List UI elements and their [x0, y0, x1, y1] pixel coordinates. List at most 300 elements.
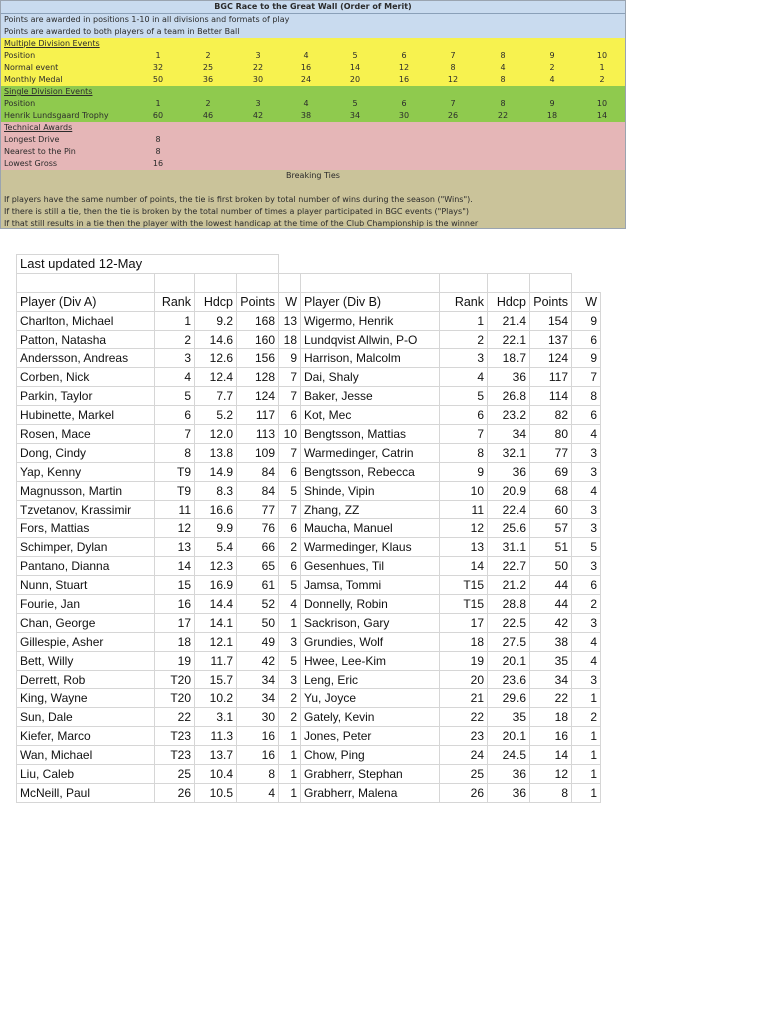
stat-cell: 57 — [530, 519, 572, 538]
player-name: Corben, Nick — [17, 368, 155, 387]
rules-cell: 9 — [549, 99, 555, 108]
stat-cell: 1 — [279, 765, 301, 784]
stat-cell: 124 — [237, 387, 279, 406]
stat-cell: 4 — [572, 651, 601, 670]
ties-rule: If there is still a tie, then the tie is broken by the total number of times a player participated in BGC events ("Plays") — [4, 207, 470, 216]
player-name: Kot, Mec — [301, 406, 440, 425]
stat-cell: 6 — [572, 330, 601, 349]
rules-row-label: Nearest to the Pin — [4, 147, 76, 156]
rules-cell: 25 — [202, 63, 214, 72]
player-name: Harrison, Malcolm — [301, 349, 440, 368]
rules-cell: 18 — [546, 111, 558, 120]
stat-cell: 26 — [440, 783, 488, 802]
stat-cell: T23 — [155, 746, 195, 765]
player-name: Yap, Kenny — [17, 462, 155, 481]
stat-cell: 31.1 — [488, 538, 530, 557]
col-header: Hdcp — [488, 292, 530, 311]
stat-cell: 80 — [530, 425, 572, 444]
stat-cell: 23.6 — [488, 670, 530, 689]
stat-cell: 3 — [572, 613, 601, 632]
stat-cell: 9.9 — [195, 519, 237, 538]
stat-cell: 15.7 — [195, 670, 237, 689]
stat-cell: 12 — [530, 765, 572, 784]
rules-cell: 12 — [398, 63, 410, 72]
rules-cell: 16 — [398, 75, 410, 84]
stat-cell: 4 — [572, 425, 601, 444]
stat-cell: 36 — [488, 462, 530, 481]
stat-cell: 35 — [530, 651, 572, 670]
rules-cell: 12 — [447, 75, 459, 84]
rules-cell: 38 — [300, 111, 312, 120]
rules-cell: 14 — [596, 111, 608, 120]
player-name: Fors, Mattias — [17, 519, 155, 538]
stat-cell: 26 — [155, 783, 195, 802]
stat-cell: 18.7 — [488, 349, 530, 368]
col-header: Rank — [440, 292, 488, 311]
table-row — [17, 708, 601, 727]
rules-cell: 36 — [202, 75, 214, 84]
stat-cell: 6 — [279, 462, 301, 481]
stat-cell: 25 — [155, 765, 195, 784]
stat-cell: 16 — [530, 727, 572, 746]
rules-cell: 30 — [398, 111, 410, 120]
stat-cell: 9 — [279, 349, 301, 368]
stat-cell: 1 — [279, 613, 301, 632]
stat-cell: 9 — [440, 462, 488, 481]
stat-cell: 20.1 — [488, 651, 530, 670]
stat-cell: 77 — [530, 443, 572, 462]
stat-cell: 82 — [530, 406, 572, 425]
table-row — [17, 500, 601, 519]
stat-cell: 22 — [530, 689, 572, 708]
stat-cell: 34 — [530, 670, 572, 689]
rules-row — [1, 50, 625, 62]
single-division-section — [1, 86, 625, 122]
stat-cell: 1 — [572, 765, 601, 784]
rules-cell: 1 — [155, 51, 161, 60]
col-header: Points — [530, 292, 572, 311]
player-name: Grabherr, Malena — [301, 783, 440, 802]
rules-cell: 16 — [300, 63, 312, 72]
player-name: Sackrison, Gary — [301, 613, 440, 632]
stat-cell: 84 — [237, 481, 279, 500]
rules-cell: 7 — [450, 51, 456, 60]
stat-cell: 7 — [279, 368, 301, 387]
stat-cell: 27.5 — [488, 632, 530, 651]
stat-cell: 1 — [572, 727, 601, 746]
stat-cell: 16 — [155, 595, 195, 614]
rules-row — [1, 158, 625, 170]
rules-cell: 34 — [349, 111, 361, 120]
rules-cell: 8 — [500, 75, 506, 84]
player-name: Gesenhues, Til — [301, 557, 440, 576]
rules-cell: 4 — [549, 75, 555, 84]
stat-cell: 35 — [488, 708, 530, 727]
player-name: King, Wayne — [17, 689, 155, 708]
rules-title: BGC Race to the Great Wall (Order of Merit) — [1, 1, 625, 14]
stat-cell: 10 — [279, 425, 301, 444]
stat-cell: 25.6 — [488, 519, 530, 538]
rules-cell: 5 — [352, 99, 358, 108]
stat-cell: 2 — [440, 330, 488, 349]
table-row — [17, 462, 601, 481]
player-name: Parkin, Taylor — [17, 387, 155, 406]
player-name: Schimper, Dylan — [17, 538, 155, 557]
stat-cell: 10.5 — [195, 783, 237, 802]
ties-rule: If that still results in a tie then the player with the lowest handicap at the time of the Club Championship is the winner — [4, 219, 479, 228]
stat-cell: 12 — [440, 519, 488, 538]
rules-cell: 3 — [255, 99, 261, 108]
stat-cell: 13 — [440, 538, 488, 557]
stat-cell: 168 — [237, 311, 279, 330]
stat-cell: 13 — [155, 538, 195, 557]
stat-cell: 16.9 — [195, 576, 237, 595]
player-name: Warmedinger, Klaus — [301, 538, 440, 557]
stat-cell: 14.4 — [195, 595, 237, 614]
stat-cell: 18 — [279, 330, 301, 349]
stat-cell: 2 — [279, 689, 301, 708]
stat-cell: 4 — [155, 368, 195, 387]
table-row — [17, 538, 601, 557]
stat-cell: 18 — [530, 708, 572, 727]
player-name: Warmedinger, Catrin — [301, 443, 440, 462]
rules-row — [1, 74, 625, 86]
rules-cell: 2 — [599, 75, 605, 84]
rules-cell: 4 — [500, 63, 506, 72]
last-updated-row — [17, 255, 601, 274]
stat-cell: 3 — [572, 519, 601, 538]
player-name: Liu, Caleb — [17, 765, 155, 784]
rules-cell: 50 — [152, 75, 164, 84]
rules-cell: 3 — [255, 51, 261, 60]
stat-cell: 10.4 — [195, 765, 237, 784]
rules-cell: 9 — [549, 51, 555, 60]
col-header: Player (Div B) — [301, 292, 440, 311]
stat-cell: 11.7 — [195, 651, 237, 670]
stat-cell: 36 — [488, 765, 530, 784]
stat-cell: 113 — [237, 425, 279, 444]
col-header: Hdcp — [195, 292, 237, 311]
stat-cell: 16.6 — [195, 500, 237, 519]
stat-cell: 20.9 — [488, 481, 530, 500]
rules-cell: 46 — [202, 111, 214, 120]
rules-note: Points are awarded in positions 1-10 in all divisions and formats of play — [4, 15, 290, 24]
stat-cell: 21 — [440, 689, 488, 708]
stat-cell: 2 — [572, 595, 601, 614]
stat-cell: 1 — [279, 727, 301, 746]
table-row — [17, 576, 601, 595]
stat-cell: 5 — [279, 651, 301, 670]
stat-cell: 17 — [440, 613, 488, 632]
stat-cell: 1 — [155, 311, 195, 330]
stat-cell: 50 — [237, 613, 279, 632]
player-name: Bengtsson, Rebecca — [301, 462, 440, 481]
player-name: Pantano, Dianna — [17, 557, 155, 576]
stat-cell: 22.5 — [488, 613, 530, 632]
stat-cell: 36 — [488, 368, 530, 387]
rules-cell: 8 — [500, 51, 506, 60]
player-name: Dai, Shaly — [301, 368, 440, 387]
stat-cell: 2 — [279, 538, 301, 557]
stat-cell: 23.2 — [488, 406, 530, 425]
stat-cell: 22.4 — [488, 500, 530, 519]
player-name: Magnusson, Martin — [17, 481, 155, 500]
player-name: Tzvetanov, Krassimir — [17, 500, 155, 519]
spacer-row — [17, 273, 601, 292]
rules-cell: 16 — [152, 159, 164, 168]
player-name: Hubinette, Markel — [17, 406, 155, 425]
stat-cell: 137 — [530, 330, 572, 349]
player-name: Baker, Jesse — [301, 387, 440, 406]
header-row — [17, 292, 601, 311]
rules-cell: 8 — [155, 147, 161, 156]
rules-cell: 2 — [205, 51, 211, 60]
player-name: Chan, George — [17, 613, 155, 632]
section-heading: Single Division Events — [4, 87, 93, 96]
stat-cell: 2 — [155, 330, 195, 349]
rules-cell: 7 — [450, 99, 456, 108]
rules-cell: 1 — [155, 99, 161, 108]
rules-cell: 24 — [300, 75, 312, 84]
stat-cell: 6 — [572, 576, 601, 595]
technical-awards-section — [1, 122, 625, 170]
player-name: Grabherr, Stephan — [301, 765, 440, 784]
rules-cell: 2 — [549, 63, 555, 72]
stat-cell: 14.1 — [195, 613, 237, 632]
stat-cell: 30 — [237, 708, 279, 727]
stat-cell: 124 — [530, 349, 572, 368]
rules-cell: 5 — [352, 51, 358, 60]
stat-cell: 10 — [440, 481, 488, 500]
stat-cell: 12.4 — [195, 368, 237, 387]
stat-cell: 8 — [440, 443, 488, 462]
stat-cell: 68 — [530, 481, 572, 500]
stat-cell: 7 — [279, 500, 301, 519]
rules-row — [1, 98, 625, 110]
stat-cell: 156 — [237, 349, 279, 368]
stat-cell: 22 — [155, 708, 195, 727]
stat-cell: T23 — [155, 727, 195, 746]
stat-cell: 5 — [279, 481, 301, 500]
stat-cell: 1 — [572, 689, 601, 708]
table-row — [17, 443, 601, 462]
player-name: Leng, Eric — [301, 670, 440, 689]
table-row — [17, 765, 601, 784]
rules-cell: 8 — [500, 99, 506, 108]
stat-cell: 13.7 — [195, 746, 237, 765]
stat-cell: 160 — [237, 330, 279, 349]
rules-cell: 10 — [596, 99, 608, 108]
rules-cell: 60 — [152, 111, 164, 120]
stat-cell: 9.2 — [195, 311, 237, 330]
table-row — [17, 746, 601, 765]
player-name: Wigermo, Henrik — [301, 311, 440, 330]
stat-cell: 7 — [279, 443, 301, 462]
stat-cell: 19 — [440, 651, 488, 670]
stat-cell: 1 — [572, 746, 601, 765]
stat-cell: 11 — [440, 500, 488, 519]
stat-cell: 36 — [488, 783, 530, 802]
player-name: Kiefer, Marco — [17, 727, 155, 746]
stat-cell: 16 — [237, 727, 279, 746]
stat-cell: 6 — [440, 406, 488, 425]
rules-header — [1, 1, 625, 38]
stat-cell: 24.5 — [488, 746, 530, 765]
rules-row-label: Lowest Gross — [4, 159, 58, 168]
stat-cell: 42 — [237, 651, 279, 670]
table-row — [17, 481, 601, 500]
stat-cell: 3 — [440, 349, 488, 368]
table-row — [17, 651, 601, 670]
stat-cell: 12 — [155, 519, 195, 538]
stat-cell: 76 — [237, 519, 279, 538]
player-name: Shinde, Vipin — [301, 481, 440, 500]
last-updated: Last updated 12-May — [17, 255, 279, 274]
stat-cell: 3 — [279, 632, 301, 651]
stat-cell: 20 — [440, 670, 488, 689]
stat-cell: 8 — [572, 387, 601, 406]
rules-cell: 10 — [596, 51, 608, 60]
stat-cell: 6 — [279, 557, 301, 576]
stat-cell: 18 — [155, 632, 195, 651]
player-name: Wan, Michael — [17, 746, 155, 765]
stat-cell: 1 — [572, 783, 601, 802]
stat-cell: 9 — [572, 311, 601, 330]
table-row — [17, 632, 601, 651]
col-header: W — [572, 292, 601, 311]
stat-cell: 7 — [155, 425, 195, 444]
section-heading: Multiple Division Events — [4, 39, 100, 48]
stat-cell: 1 — [279, 746, 301, 765]
rules-row — [1, 110, 625, 122]
stat-cell: 154 — [530, 311, 572, 330]
table-row — [17, 727, 601, 746]
player-name: Patton, Natasha — [17, 330, 155, 349]
rules-cell: 14 — [349, 63, 361, 72]
stat-cell: 7 — [572, 368, 601, 387]
stat-cell: 114 — [530, 387, 572, 406]
player-name: Fourie, Jan — [17, 595, 155, 614]
stat-cell: 34 — [237, 670, 279, 689]
stat-cell: 21.4 — [488, 311, 530, 330]
player-name: Jones, Peter — [301, 727, 440, 746]
stat-cell: 28.8 — [488, 595, 530, 614]
stat-cell: 3 — [572, 443, 601, 462]
stat-cell: 11 — [155, 500, 195, 519]
stat-cell: 8 — [530, 783, 572, 802]
stat-cell: 3 — [572, 500, 601, 519]
stat-cell: 13.8 — [195, 443, 237, 462]
stat-cell: 18 — [440, 632, 488, 651]
stat-cell: 12.3 — [195, 557, 237, 576]
rules-cell: 6 — [401, 51, 407, 60]
stat-cell: 4 — [440, 368, 488, 387]
stat-cell: 34 — [237, 689, 279, 708]
stat-cell: 66 — [237, 538, 279, 557]
stat-cell: 25 — [440, 765, 488, 784]
stat-cell: 19 — [155, 651, 195, 670]
stat-cell: 51 — [530, 538, 572, 557]
col-header: Rank — [155, 292, 195, 311]
player-name: Sun, Dale — [17, 708, 155, 727]
player-name: Hwee, Lee-Kim — [301, 651, 440, 670]
player-name: Derrett, Rob — [17, 670, 155, 689]
rules-cell: 32 — [152, 63, 164, 72]
player-name: Rosen, Mace — [17, 425, 155, 444]
table-row — [17, 613, 601, 632]
stat-cell: 12.0 — [195, 425, 237, 444]
stat-cell: 14 — [155, 557, 195, 576]
stat-cell: 23 — [440, 727, 488, 746]
stat-cell: 61 — [237, 576, 279, 595]
stat-cell: 4 — [237, 783, 279, 802]
player-name: Bett, Willy — [17, 651, 155, 670]
table-row — [17, 330, 601, 349]
table-row — [17, 311, 601, 330]
rules-cell: 42 — [252, 111, 264, 120]
player-name: Gately, Kevin — [301, 708, 440, 727]
stat-cell: T15 — [440, 595, 488, 614]
stat-cell: 7 — [279, 387, 301, 406]
stat-cell: 8.3 — [195, 481, 237, 500]
rules-row-label: Monthly Medal — [4, 75, 63, 84]
stat-cell: 15 — [155, 576, 195, 595]
stat-cell: 9 — [572, 349, 601, 368]
stat-cell: 8 — [155, 443, 195, 462]
stat-cell: 10.2 — [195, 689, 237, 708]
stat-cell: 2 — [279, 708, 301, 727]
stat-cell: 6 — [572, 406, 601, 425]
stat-cell: 1 — [279, 783, 301, 802]
stat-cell: 69 — [530, 462, 572, 481]
stat-cell: 3 — [572, 462, 601, 481]
stat-cell: 32.1 — [488, 443, 530, 462]
rules-row-label: Position — [4, 51, 36, 60]
stat-cell: T15 — [440, 576, 488, 595]
rules-note: Points are awarded to both players of a team in Better Ball — [4, 27, 240, 36]
table-row — [17, 406, 601, 425]
rules-cell: 8 — [450, 63, 456, 72]
stat-cell: 44 — [530, 595, 572, 614]
player-name: Bengtsson, Mattias — [301, 425, 440, 444]
rules-cell: 22 — [497, 111, 509, 120]
stat-cell: 117 — [530, 368, 572, 387]
stat-cell: 4 — [279, 595, 301, 614]
rules-cell: 6 — [401, 99, 407, 108]
rules-cell: 8 — [155, 135, 161, 144]
stat-cell: 14 — [530, 746, 572, 765]
stat-cell: T9 — [155, 481, 195, 500]
stat-cell: 5 — [440, 387, 488, 406]
stat-cell: 77 — [237, 500, 279, 519]
stat-cell: 7.7 — [195, 387, 237, 406]
stat-cell: 84 — [237, 462, 279, 481]
stat-cell: 5.2 — [195, 406, 237, 425]
rules-cell: 30 — [252, 75, 264, 84]
stat-cell: 109 — [237, 443, 279, 462]
table-row — [17, 387, 601, 406]
player-name: Zhang, ZZ — [301, 500, 440, 519]
player-name: McNeill, Paul — [17, 783, 155, 802]
player-name: Jamsa, Tommi — [301, 576, 440, 595]
stat-cell: 65 — [237, 557, 279, 576]
rules-cell: 22 — [252, 63, 264, 72]
rules-row-label: Normal event — [4, 63, 59, 72]
stat-cell: 2 — [572, 708, 601, 727]
col-header: Player (Div A) — [17, 292, 155, 311]
rules-row — [1, 62, 625, 74]
stat-cell: 42 — [530, 613, 572, 632]
